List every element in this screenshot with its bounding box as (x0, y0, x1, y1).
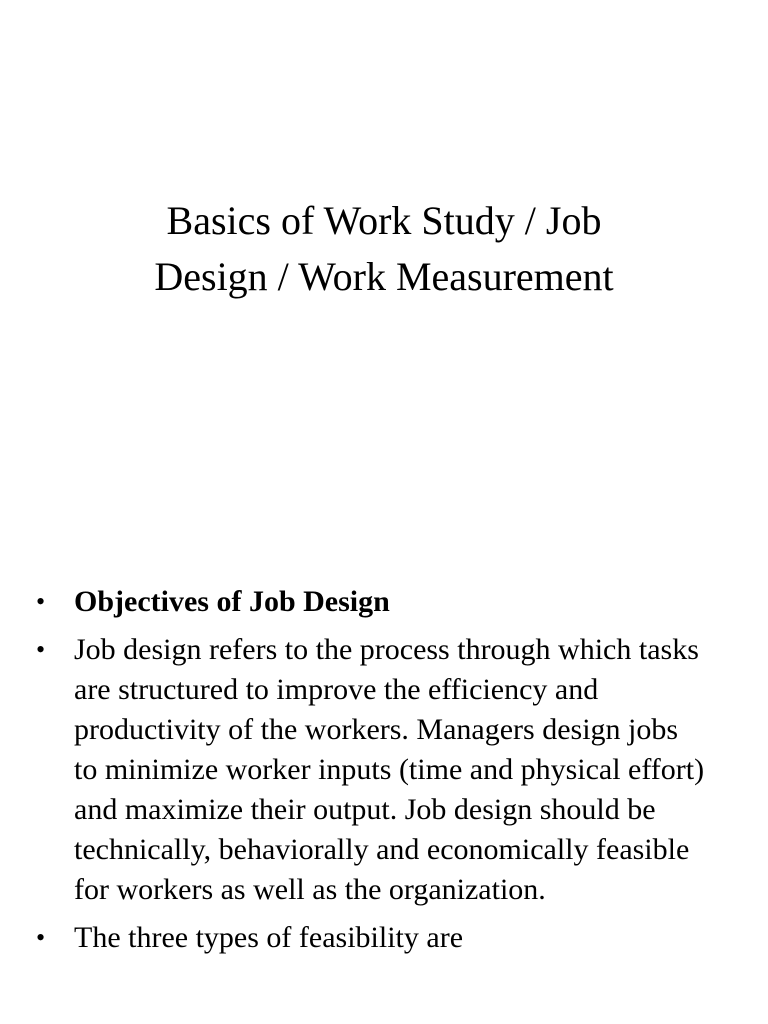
slide-title-heading (0, 193, 768, 305)
bullet-text-line: technically, behaviorally and economically feasible (74, 833, 690, 866)
bullet-text-line: Job design refers to the process through which tasks (74, 633, 699, 666)
bullet-text-line: are structured to improve the efficiency and (74, 673, 599, 706)
bullet-text-line: and maximize their output. Job design should be (74, 793, 656, 826)
bullet-text-line: for workers as well as the organization. (74, 873, 546, 906)
bullet-dot-icon: • (36, 635, 46, 664)
slide-objectives (0, 512, 768, 1024)
title-line-1: Basics of Work Study / Job (166, 198, 602, 243)
bullet-text-line: productivity of the workers. Managers design jobs (74, 713, 679, 746)
bullet-item-objectives-heading (36, 582, 766, 622)
bullet-heading-text: Objectives of Job Design (74, 585, 390, 618)
bullet-list (36, 582, 766, 966)
bullet-item-feasibility-types (36, 918, 766, 958)
bullet-dot-icon: • (36, 587, 46, 616)
bullet-dot-icon: • (36, 923, 46, 952)
bullet-item-job-design-definition (36, 630, 766, 910)
bullet-text-line: The three types of feasibility are (74, 921, 464, 954)
bullet-text-line: to minimize worker inputs (time and physical effort) (74, 753, 705, 786)
title-line-2: Design / Work Measurement (154, 254, 614, 299)
